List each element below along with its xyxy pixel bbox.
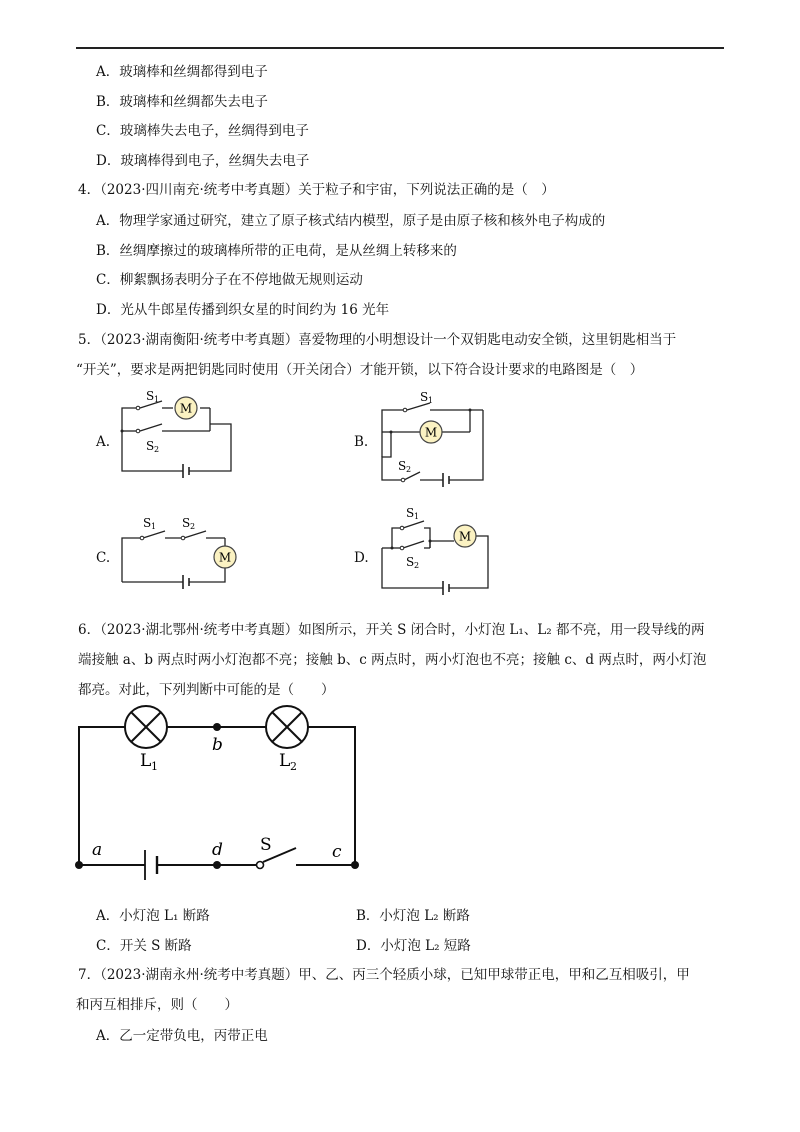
- switch-subscript: 2: [190, 522, 196, 531]
- lamp-subscript: 2: [290, 760, 297, 773]
- q6-option-d[interactable]: D．小灯泡 L₂ 短路: [356, 938, 471, 954]
- point-label-a: a: [92, 840, 103, 860]
- switch-subscript: 1: [154, 395, 160, 404]
- motor-label: M: [424, 425, 438, 440]
- q5-circuit-a: [110, 388, 240, 483]
- switch-subscript: 1: [151, 522, 157, 531]
- switch-subscript: 1: [428, 396, 434, 405]
- q5-stem-line1: 5．（2023·湖南衡阳·统考中考真题）喜爱物理的小明想设计一个双钥匙电动安全锁，这里钥匙相当于: [78, 332, 677, 348]
- switch-subscript: 2: [154, 445, 160, 454]
- q6-option-b[interactable]: B．小灯泡 L₂ 断路: [356, 908, 470, 924]
- lamp-l1-icon: [125, 706, 167, 748]
- q4-option-c[interactable]: C．柳絮飘扬表明分子在不停地做无规则运动: [96, 272, 363, 288]
- motor-label: M: [179, 401, 193, 416]
- lamp-label: L: [279, 751, 291, 771]
- point-label-b: b: [212, 735, 223, 755]
- switch-label: S: [406, 506, 415, 520]
- switch-subscript: 2: [414, 561, 420, 570]
- q4-stem: 4．（2023·四川南充·统考中考真题）关于粒子和宇宙，下列说法正确的是（ ）: [78, 182, 555, 198]
- point-label-d: d: [212, 840, 223, 860]
- q5-circuit-d: [370, 500, 500, 595]
- switch-label: S: [146, 389, 155, 403]
- q6-circuit-figure: [60, 700, 380, 890]
- switch-label: S: [182, 516, 191, 530]
- lamp-label: L: [140, 751, 152, 771]
- q5-stem-line2: “开关”，要求是两把钥匙同时使用（开关闭合）才能开锁，以下符合设计要求的电路图是（ ）: [76, 362, 644, 378]
- motor-label: M: [218, 550, 232, 565]
- q5-label-b[interactable]: B.: [354, 434, 369, 450]
- lamp-l2-icon: [266, 706, 308, 748]
- switch-label: S: [398, 459, 407, 473]
- q3-option-b[interactable]: B．玻璃棒和丝绸都失去电子: [96, 94, 268, 110]
- q7-stem-line2: 和丙互相排斥，则（ ）: [76, 997, 238, 1013]
- q4-option-d[interactable]: D．光从牛郎星传播到织女星的时间约为 16 光年: [96, 302, 390, 318]
- q6-option-c[interactable]: C．开关 S 断路: [96, 938, 192, 954]
- switch-subscript: 1: [414, 512, 420, 521]
- q7-option-a[interactable]: A．乙一定带负电，丙带正电: [96, 1028, 268, 1044]
- q6-stem-line1: 6．（2023·湖北鄂州·统考中考真题）如图所示，开关 S 闭合时，小灯泡 L₁、L₂ 都不亮，用一段导线的两: [78, 622, 705, 638]
- q6-stem-line2: 端接触 a、b 两点时两小灯泡都不亮；接触 b、c 两点时，两小灯泡也不亮；接触 c、d 两点时，两小灯泡: [78, 652, 707, 668]
- switch-label: S: [146, 439, 155, 453]
- motor-label: M: [458, 529, 472, 544]
- q3-option-d[interactable]: D．玻璃棒得到电子，丝绸失去电子: [96, 153, 310, 169]
- q3-option-a[interactable]: A．玻璃棒和丝绸都得到电子: [96, 64, 268, 80]
- q6-option-a[interactable]: A．小灯泡 L₁ 断路: [96, 908, 210, 924]
- q3-option-c[interactable]: C．玻璃棒失去电子，丝绸得到电子: [96, 123, 309, 139]
- header-rule: [76, 47, 724, 49]
- switch-label: S: [143, 516, 152, 530]
- switch-subscript: 2: [406, 465, 412, 474]
- q5-label-a[interactable]: A.: [96, 434, 111, 450]
- switch-label: S: [260, 835, 272, 855]
- point-label-c: c: [332, 842, 342, 862]
- q5-label-d[interactable]: D.: [354, 550, 369, 566]
- q7-stem-line1: 7．（2023·湖南永州·统考中考真题）甲、乙、丙三个轻质小球，已知甲球带正电，甲和乙互相吸引，甲: [78, 967, 690, 983]
- q4-option-b[interactable]: B．丝绸摩擦过的玻璃棒所带的正电荷，是从丝绸上转移来的: [96, 243, 457, 259]
- q4-option-a[interactable]: A．物理学家通过研究，建立了原子核式结内模型，原子是由原子核和核外电子构成的: [96, 213, 606, 229]
- lamp-subscript: 1: [151, 760, 158, 773]
- q5-circuit-b: [370, 392, 500, 487]
- q5-label-c[interactable]: C.: [96, 550, 111, 566]
- switch-label: S: [406, 555, 415, 569]
- q5-circuit-c: [110, 510, 240, 590]
- switch-label: S: [420, 390, 429, 404]
- q6-stem-line3: 都亮。对此，下列判断中可能的是（ ）: [78, 682, 335, 698]
